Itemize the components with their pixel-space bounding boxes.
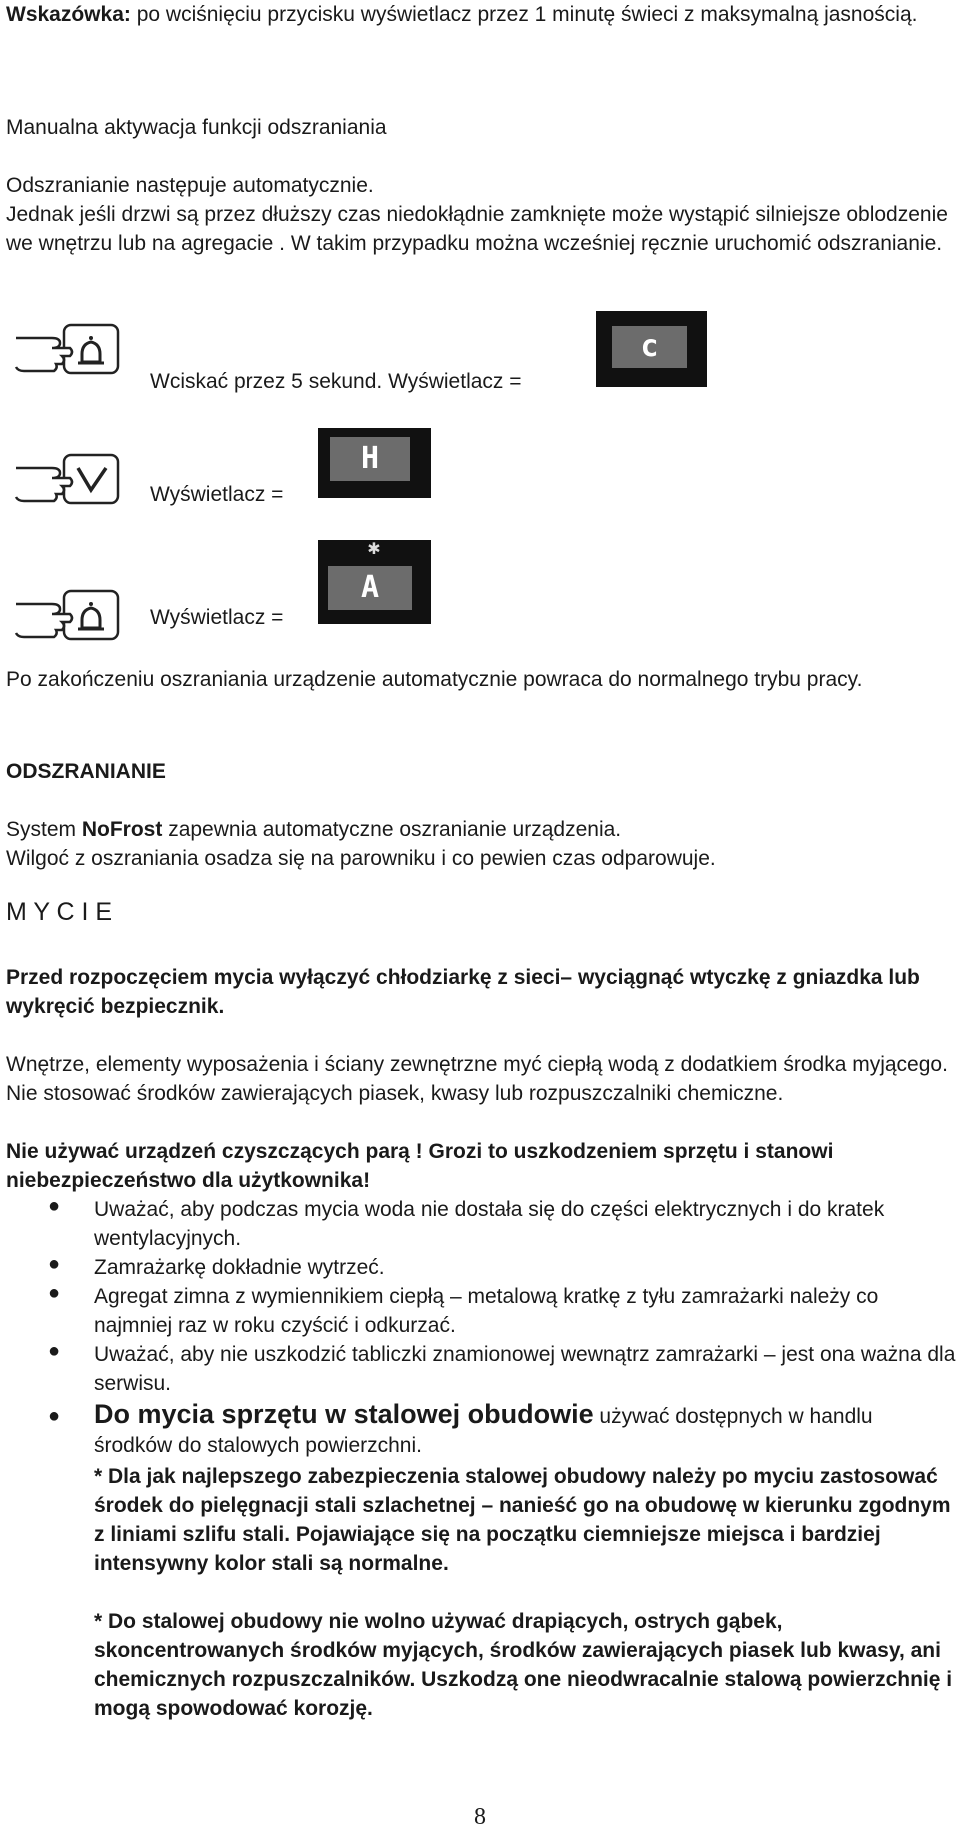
cleaning-warning-2: Nie używać urządzeń czyszczących parą ! Grozi to uszkodzeniem sprzętu i stanowi niebezpieczeństwo dla użytkownika! [6,1140,834,1192]
bullet-2: Zamrażarkę dokładnie wytrzeć. [94,1256,385,1279]
display-c-symbol: c [640,329,659,364]
display-a-symbol: A [360,570,380,605]
defrost-line-1-post: zapewnia automatyczne oszranianie urządzenia. [162,818,622,841]
display-h-symbol: H [360,441,380,476]
page-number: 8 [474,1804,486,1830]
step-2-hand-check-icon [14,452,120,514]
cleaning-heading: M Y C I E [6,898,113,926]
step-1-hand-bell-icon [14,322,120,384]
bullet-2-dot: ● [48,1253,61,1275]
bullet-3: Agregat zimna z wymiennikiem ciepłą – metalową kratkę z tyłu zamrażarki należy co najmniej raz w roku czyścić i odkurzać. [94,1285,879,1337]
steel-note-1: * Dla jak najlepszego zabezpieczenia stalowej obudowy należy po myciu zastosować środek do pielęgnacji stali szlachetnej – nanieść go na obudowę w kierunku zgodnym z liniami szlifu stali. Pojawiające się na początku ciemniejsze miejsca i bardziej intensywny kolor stali są normalne. [94,1465,951,1575]
manual-defrost-heading: Manualna aktywacja funkcji odszraniania [6,116,387,139]
steel-heading: Do mycia sprzętu w stalowej obudowie [94,1399,594,1429]
hint-paragraph [6,0,956,29]
steel-note-2: * Do stalowej obudowy nie wolno używać drapiących, ostrych gąbek, skoncentrowanych środków myjących, środków zawierających piasek lub kwasy, ani chemicznych rozpuszczalników. Uszkodzą one nieodwracalnie stalową powierzchnię i mogą spowodować korozję. [94,1610,953,1720]
bullet-1: Uważać, aby podczas mycia woda nie dostała się do części elektrycznych i do kratek wentylacyjnych. [94,1198,885,1250]
display-a [318,540,431,624]
bullet-5 [94,1400,956,1460]
bullet-5-dot: ● [48,1405,61,1427]
steel-text: używać dostępnych w handlu środków do stalowych powierzchni. [94,1405,873,1457]
defrost-line-2: Wilgoć z oszraniania osadza się na parowniku i co pewien czas odparowuje. [6,847,716,870]
display-h [318,428,431,498]
defrost-heading: ODSZRANIANIE [6,760,166,783]
cleaning-paragraph: Wnętrze, elementy wyposażenia i ściany zewnętrzne myć ciepłą wodą z dodatkiem środka myjącego. Nie stosować środków zawierających piasek, kwasy lub rozpuszczalniki chemiczne. [6,1053,948,1105]
snowflake-icon: ✱ [367,541,381,558]
bullet-4: Uważać, aby nie uszkodzić tabliczki znamionowej wewnątrz zamrażarki – jest ona ważna dla serwisu. [94,1343,956,1395]
bullet-4-dot: ● [48,1340,61,1362]
intro-paragraph: Jednak jeśli drzwi są przez dłuższy czas niedokłądnie zamknięte może wystąpić silniejsze oblodzenie we wnętrzu lub na agregacie . W takim przypadku można wcześniej ręcznie uruchomić odszranianie. [6,203,948,255]
after-defrost-text: Po zakończeniu oszraniania urządzenie automatycznie powraca do normalnego trybu pracy. [6,668,863,691]
defrost-line-1-pre: System [6,818,82,841]
step-2-instruction: Wyświetlacz = [150,483,284,506]
display-c [596,311,707,387]
hint-label: Wskazówka: [6,3,131,26]
nofrost-term: NoFrost [81,818,163,841]
intro-line-1: Odszranianie następuje automatycznie. [6,174,374,197]
hint-text: po wciśnięciu przycisku wyświetlacz przez 1 minutę świeci z maksymalną jasnością. [130,3,918,26]
bullet-3-dot: ● [48,1282,61,1304]
defrost-line-1 [6,815,956,844]
step-3-instruction: Wyświetlacz = [150,606,284,629]
bullet-1-dot: ● [48,1195,61,1217]
step-1-instruction: Wciskać przez 5 sekund. Wyświetlacz = [150,370,522,393]
cleaning-warning-1: Przed rozpoczęciem mycia wyłączyć chłodziarkę z sieci– wyciągnąć wtyczkę z gniazdka lub wykręcić bezpiecznik. [6,966,920,1018]
step-3-hand-bell-icon [14,588,120,650]
